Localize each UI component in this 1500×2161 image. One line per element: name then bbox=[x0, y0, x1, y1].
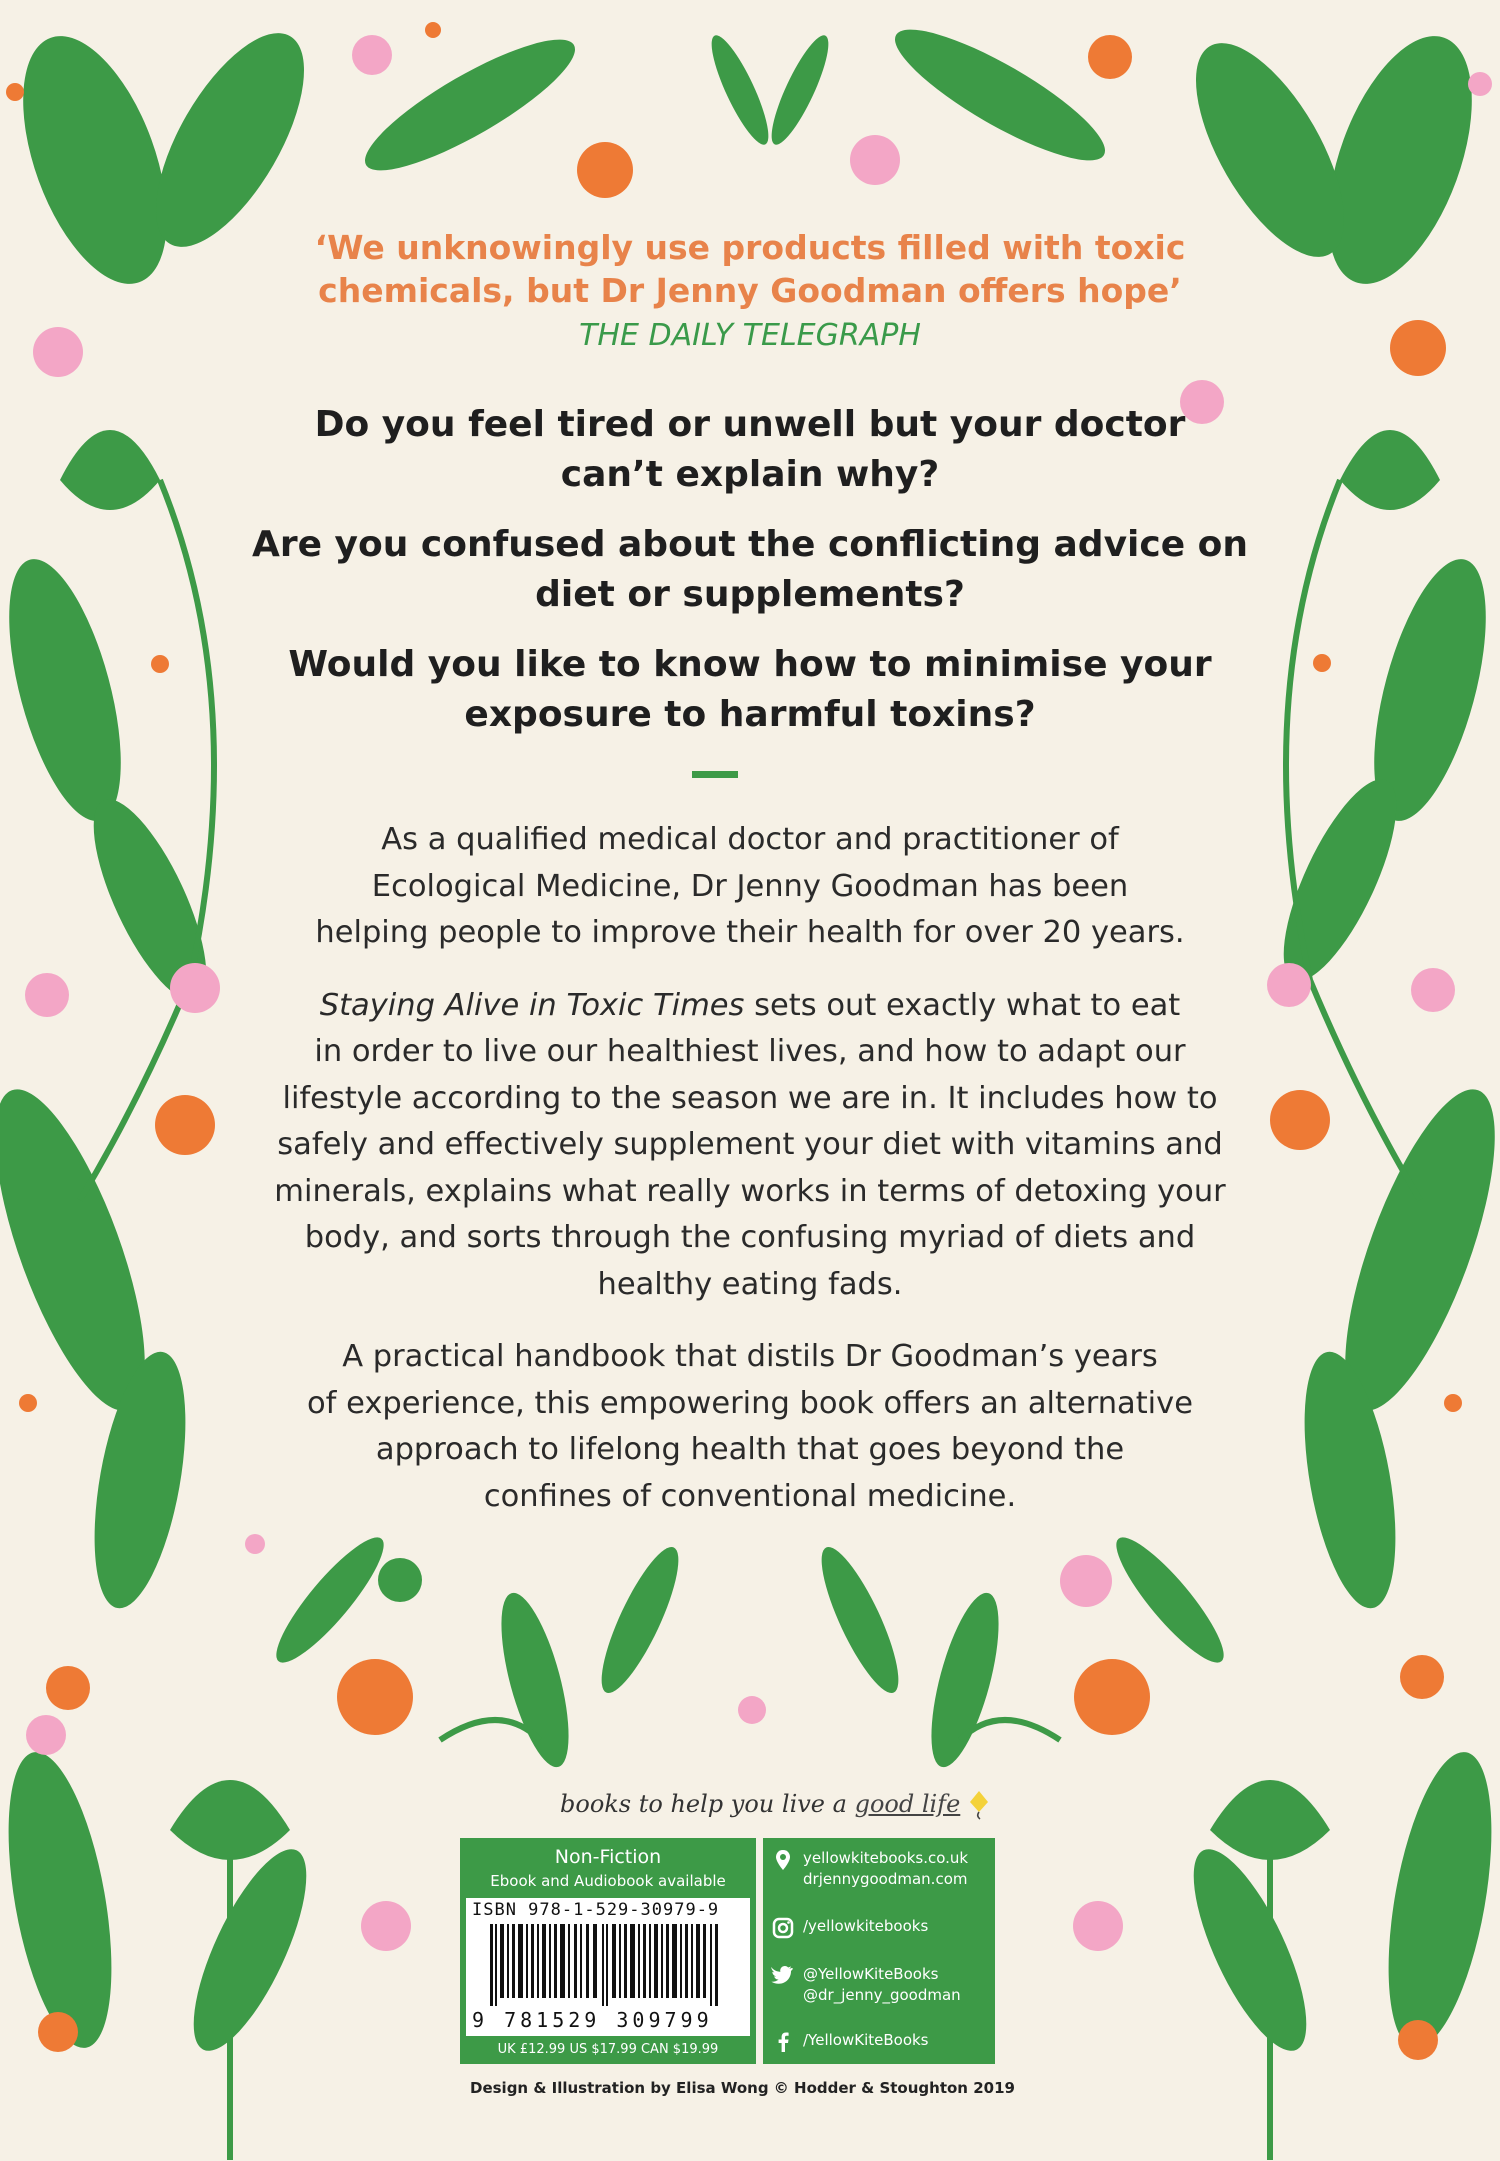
website-link[interactable]: yellowkitebooks.co.uk bbox=[803, 1849, 969, 1867]
pink-berry-icon bbox=[352, 35, 392, 75]
question: Are you confused about the conflicting advice on diet or supplements? bbox=[251, 524, 1249, 615]
isbn: ISBN 978-1-529-30979-9 bbox=[472, 1900, 720, 1920]
leaf-icon bbox=[488, 1587, 583, 1774]
orange-berry-icon bbox=[6, 83, 24, 101]
pink-berry-icon bbox=[25, 973, 69, 1017]
bellflower-icon bbox=[1340, 430, 1440, 510]
book-title: Staying Alive in Toxic Times bbox=[319, 987, 745, 1023]
question: Would you like to know how to minimise your exposure to harmful toxins? bbox=[288, 644, 1212, 735]
orange-berry-icon bbox=[1270, 1090, 1330, 1150]
orange-berry-icon bbox=[151, 655, 169, 673]
info-box bbox=[460, 1838, 756, 2064]
barcode-icon bbox=[490, 1924, 730, 2006]
pink-berry-icon bbox=[738, 1696, 766, 1724]
pink-berry-icon bbox=[1073, 1901, 1123, 1951]
question: Do you feel tired or unwell but your doctor can’t explain why? bbox=[314, 404, 1186, 495]
questions-block bbox=[230, 400, 1270, 760]
pink-berry-icon bbox=[1411, 968, 1455, 1012]
bellflower-icon bbox=[60, 430, 160, 510]
orange-berry-icon bbox=[155, 1095, 215, 1155]
twitter-handle[interactable]: @dr_jenny_goodman bbox=[803, 1986, 961, 2004]
leaf-icon bbox=[808, 1539, 912, 1701]
formats-label: Ebook and Audiobook available bbox=[490, 1872, 726, 1890]
section-divider bbox=[692, 771, 738, 778]
publisher-tagline: books to help you live a good life bbox=[560, 1790, 990, 1820]
orange-berry-icon bbox=[1444, 1394, 1462, 1412]
orange-berry-icon bbox=[1313, 654, 1331, 672]
twitter-handle[interactable]: @YellowKiteBooks bbox=[803, 1965, 939, 1983]
location-pin-icon bbox=[771, 1848, 795, 1872]
pink-berry-icon bbox=[26, 1715, 66, 1755]
orange-berry-icon bbox=[577, 142, 633, 198]
quote-source: THE DAILY TELEGRAPH bbox=[579, 318, 921, 353]
pink-berry-icon bbox=[170, 963, 220, 1013]
press-quote bbox=[230, 226, 1270, 357]
website-link[interactable]: drjennygoodman.com bbox=[803, 1870, 968, 1888]
barcode-area bbox=[466, 1898, 750, 2036]
quote-line: ‘We unknowingly use products filled with toxic bbox=[314, 228, 1186, 267]
leaf-icon bbox=[0, 548, 143, 832]
leaf-icon bbox=[172, 1836, 328, 2065]
contact-box bbox=[763, 1838, 995, 2064]
orange-berry-icon bbox=[1390, 320, 1446, 376]
blurb-paragraph: As a qualified medical doctor and practitioner of Ecological Medicine, Dr Jenny Goodman has been helping people to improve their health for over 20 years. bbox=[315, 822, 1185, 950]
orange-berry-icon bbox=[1088, 35, 1132, 79]
leaf-icon bbox=[263, 1526, 396, 1674]
twitter-row bbox=[771, 1964, 961, 2006]
prices: UK £12.99 US $17.99 CAN $19.99 bbox=[497, 2042, 719, 2057]
facebook-handle[interactable]: /YellowKiteBooks bbox=[803, 2031, 929, 2049]
instagram-row bbox=[771, 1916, 928, 1940]
facebook-row bbox=[771, 2030, 929, 2054]
leaf-icon bbox=[1103, 1526, 1236, 1674]
orange-berry-icon bbox=[1074, 1659, 1150, 1735]
pink-berry-icon bbox=[33, 327, 83, 377]
leaf-icon bbox=[762, 30, 838, 151]
leaf-icon bbox=[918, 1587, 1013, 1774]
orange-berry-icon bbox=[46, 1666, 90, 1710]
blurb-paragraph: A practical handbook that distils Dr Goodman’s years of experience, this empowering book offers an alternative approach to lifelong health that goes beyond the confines of conventional medicine. bbox=[307, 1339, 1193, 1514]
pink-berry-icon bbox=[1468, 72, 1492, 96]
instagram-handle[interactable]: /yellowkitebooks bbox=[803, 1917, 929, 1935]
orange-berry-icon bbox=[425, 22, 441, 38]
leaf-icon bbox=[588, 1539, 692, 1701]
blurb-body bbox=[230, 817, 1270, 1546]
facebook-icon bbox=[771, 2030, 795, 2054]
pink-berry-icon bbox=[850, 135, 900, 185]
orange-berry-icon bbox=[337, 1659, 413, 1735]
leaf-icon bbox=[702, 30, 778, 151]
orange-berry-icon bbox=[19, 1394, 37, 1412]
green-bud-icon bbox=[378, 1558, 422, 1602]
instagram-icon bbox=[771, 1916, 795, 1940]
websites-row bbox=[771, 1848, 968, 1890]
pink-berry-icon bbox=[1267, 963, 1311, 1007]
category-label: Non-Fiction bbox=[554, 1846, 662, 1868]
leaf-icon bbox=[0, 1744, 130, 2055]
pink-berry-icon bbox=[1060, 1555, 1112, 1607]
barcode-digits: 9 781529 309799 bbox=[472, 2008, 713, 2032]
orange-berry-icon bbox=[1400, 1655, 1444, 1699]
kite-icon bbox=[968, 1790, 990, 1820]
orange-berry-icon bbox=[38, 2012, 78, 2052]
twitter-bird-icon bbox=[771, 1964, 795, 1988]
orange-berry-icon bbox=[1398, 2020, 1438, 2060]
leaf-icon bbox=[1172, 1836, 1328, 2065]
design-credit: Design & Illustration by Elisa Wong © Hodder & Stoughton 2019 bbox=[470, 2079, 1015, 2097]
leaf-icon bbox=[1370, 1744, 1500, 2055]
blurb-paragraph: Staying Alive in Toxic Times sets out exactly what to eat in order to live our healthiest lives, and how to adapt our lifestyle according to the season we are in. It includes how to safely and effectively supplement your diet with vitamins and minerals, explains what really works in terms of detoxing your body, and sorts through the confusing myriad of diets and healthy eating fads. bbox=[274, 987, 1226, 1302]
quote-line: chemicals, but Dr Jenny Goodman offers hope’ bbox=[318, 271, 1182, 310]
pink-berry-icon bbox=[361, 1901, 411, 1951]
leaf-icon bbox=[881, 9, 1119, 181]
